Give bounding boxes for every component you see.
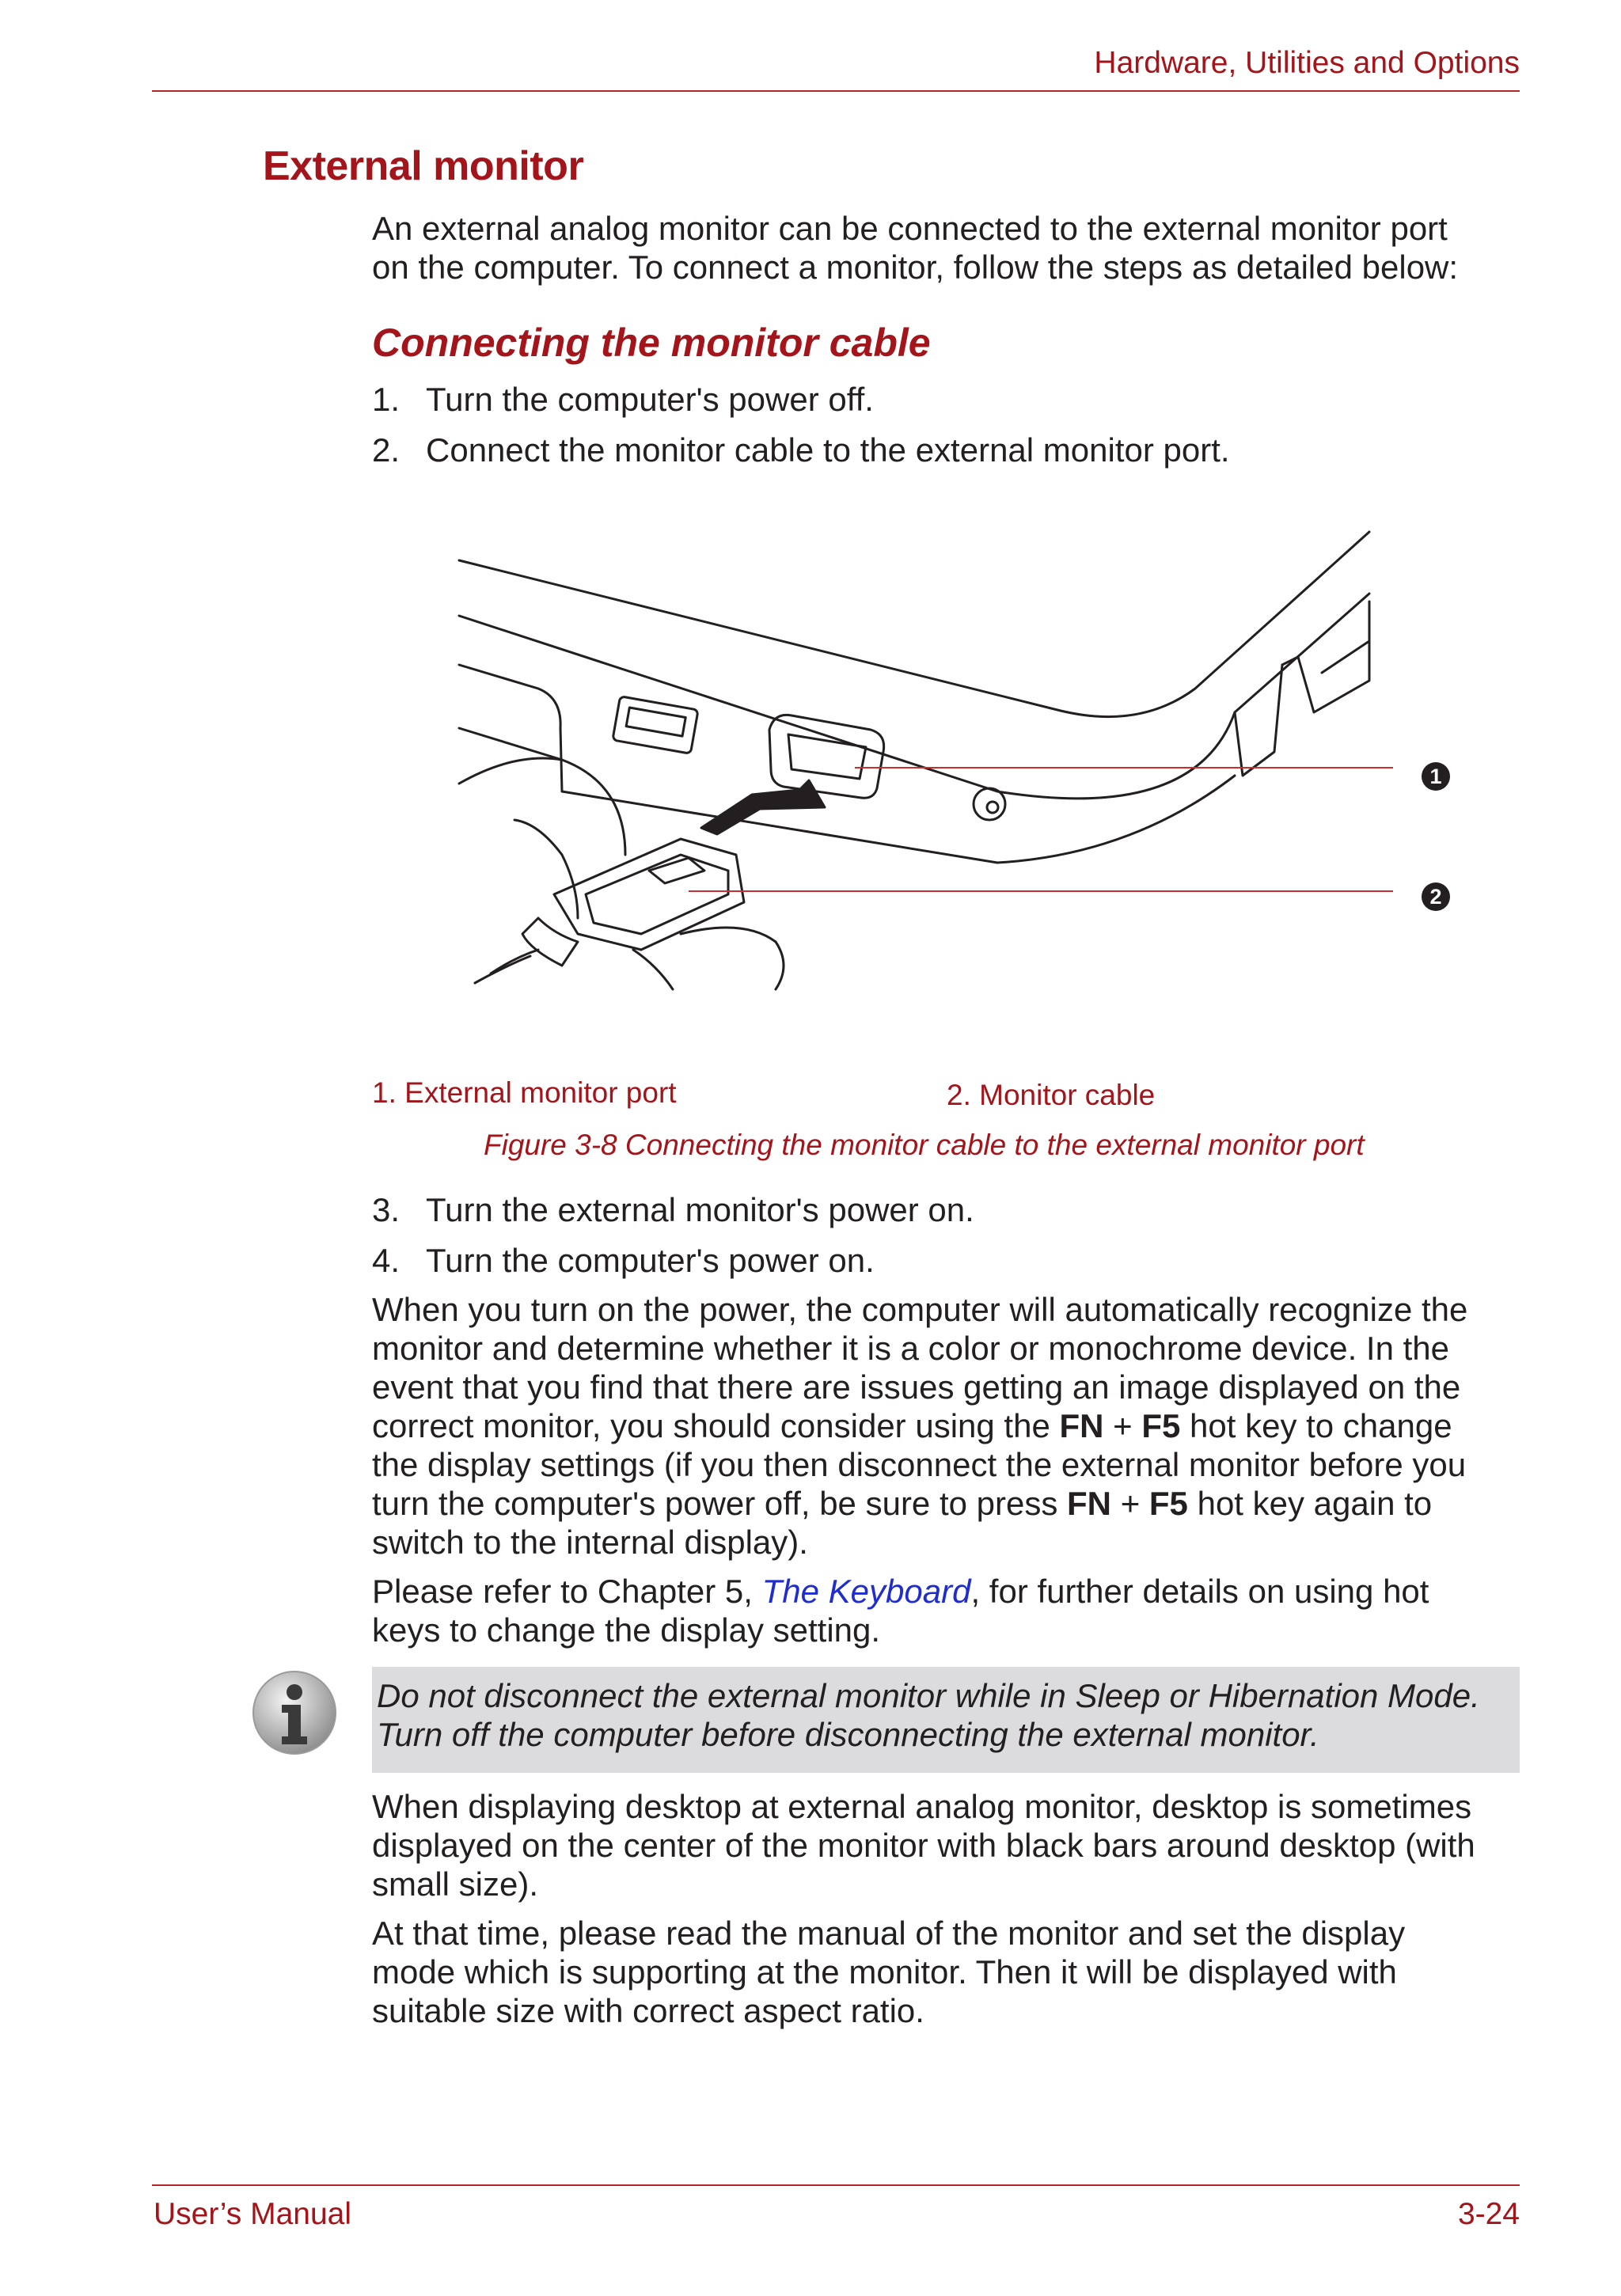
paragraph-line: small size).	[372, 1865, 539, 1903]
vga-port-inner	[788, 734, 866, 779]
cable-strain-relief	[522, 918, 578, 966]
callout-badge-2: 2	[1422, 882, 1450, 911]
hand-top	[459, 758, 625, 855]
text-run: hot key again to	[1187, 1485, 1433, 1522]
paragraph-line: monitor and determine whether it is a color or monochrome device. In the	[372, 1330, 1450, 1367]
header-rule	[152, 90, 1520, 92]
insert-arrow	[701, 780, 825, 834]
refer-paragraph	[372, 1572, 1429, 1649]
page-number: 3-24	[1457, 2197, 1520, 2231]
vga-port	[769, 715, 884, 798]
cable-edge	[475, 956, 530, 983]
paragraph-line	[372, 1484, 1467, 1523]
vga-connector-label	[649, 858, 704, 883]
laptop-front-curve	[459, 665, 562, 791]
note-line: Do not disconnect the external monitor while in Sleep or Hibernation Mode.	[377, 1677, 1480, 1714]
intro-paragraph	[372, 209, 1458, 287]
step-text: Turn the external monitor's power on.	[426, 1191, 974, 1228]
note-text	[377, 1676, 1480, 1754]
figure-illustration	[443, 522, 1393, 997]
callout-badge-1: 1	[1422, 762, 1450, 791]
figure-label-1: 1. External monitor port	[372, 1076, 677, 1109]
paragraph-line: displayed on the center of the monitor with black bars around desktop (with	[372, 1827, 1475, 1864]
note-line: Turn off the computer before disconnecting the external monitor.	[377, 1716, 1319, 1753]
key-fn: FN	[1067, 1485, 1112, 1522]
intro-line: on the computer. To connect a monitor, follow the steps as detailed below:	[372, 249, 1459, 286]
text-run: +	[1111, 1485, 1149, 1522]
text-run: correct monitor, you should consider using the	[372, 1407, 1060, 1444]
footer-manual-title: User’s Manual	[154, 2197, 351, 2231]
vga-connector-shell	[586, 855, 728, 934]
paragraph-line: keys to change the display setting.	[372, 1611, 881, 1649]
paragraph-line: At that time, please read the manual of the monitor and set the display	[372, 1915, 1406, 1952]
dc-in-jack-pin	[987, 802, 998, 813]
text-run: Please refer to Chapter 5,	[372, 1573, 762, 1610]
step-text: Connect the monitor cable to the external monitor port.	[426, 431, 1230, 469]
vga-connector-body	[554, 839, 744, 950]
hinge-detail	[1322, 641, 1369, 673]
step-text: Turn the computer's power on.	[426, 1242, 875, 1279]
laptop-bottom-left	[459, 728, 562, 760]
paragraph-line: When you turn on the power, the computer will automatically recognize the	[372, 1291, 1468, 1328]
subsection-title: Connecting the monitor cable	[372, 321, 931, 365]
step-item	[372, 380, 874, 419]
info-icon	[250, 1668, 339, 1757]
laptop-bottom-edge	[562, 776, 1235, 863]
step-text: Turn the computer's power off.	[426, 381, 874, 418]
step-number: 1.	[372, 381, 401, 418]
paragraph-line	[372, 1406, 1467, 1445]
recognize-paragraph	[372, 1290, 1467, 1562]
mode-paragraph	[372, 1914, 1405, 2030]
text-run: hot key to change	[1180, 1407, 1452, 1444]
intro-line: An external analog monitor can be connected to the external monitor port	[372, 210, 1448, 247]
step-number: 2.	[372, 431, 401, 469]
step-item	[372, 431, 1230, 469]
hand-bottom	[681, 928, 784, 989]
text-run: turn the computer's power off, be sure to press	[372, 1485, 1068, 1522]
step-number: 4.	[372, 1242, 401, 1279]
hand-finger	[514, 820, 578, 918]
key-fn: FN	[1059, 1407, 1104, 1444]
step-item	[372, 1241, 875, 1280]
hand-thumb	[633, 950, 673, 989]
step-number: 3.	[372, 1191, 401, 1228]
desktop-paragraph	[372, 1787, 1475, 1903]
keyboard-chapter-link[interactable]: The Keyboard	[761, 1573, 971, 1610]
hinge-right	[1298, 602, 1369, 712]
step-item	[372, 1190, 974, 1229]
key-f5: F5	[1148, 1485, 1188, 1522]
paragraph-line: When displaying desktop at external analog monitor, desktop is sometimes	[372, 1788, 1472, 1825]
key-f5: F5	[1141, 1407, 1181, 1444]
figure-label-2: 2. Monitor cable	[947, 1079, 1156, 1111]
paragraph-line: switch to the internal display).	[372, 1524, 808, 1561]
usb-port-inner	[626, 708, 685, 736]
section-title: External monitor	[263, 143, 584, 189]
footer-rule	[152, 2184, 1520, 2186]
text-run: +	[1103, 1407, 1142, 1444]
paragraph-line: the display settings (if you then disconnect the external monitor before you	[372, 1446, 1467, 1483]
hinge-left	[1235, 665, 1282, 776]
paragraph-line: suitable size with correct aspect ratio.	[372, 1992, 924, 2029]
laptop-top-edge	[459, 532, 1369, 717]
paragraph-line	[372, 1572, 1429, 1611]
figure-caption: Figure 3-8 Connecting the monitor cable to the external monitor port	[484, 1129, 1365, 1161]
running-header: Hardware, Utilities and Options	[1094, 46, 1520, 80]
paragraph-line: event that you find that there are issues getting an image displayed on the	[372, 1368, 1461, 1406]
paragraph-line: mode which is supporting at the monitor. Then it will be displayed with	[372, 1953, 1397, 1990]
text-run: , for further details on using hot	[970, 1573, 1429, 1610]
